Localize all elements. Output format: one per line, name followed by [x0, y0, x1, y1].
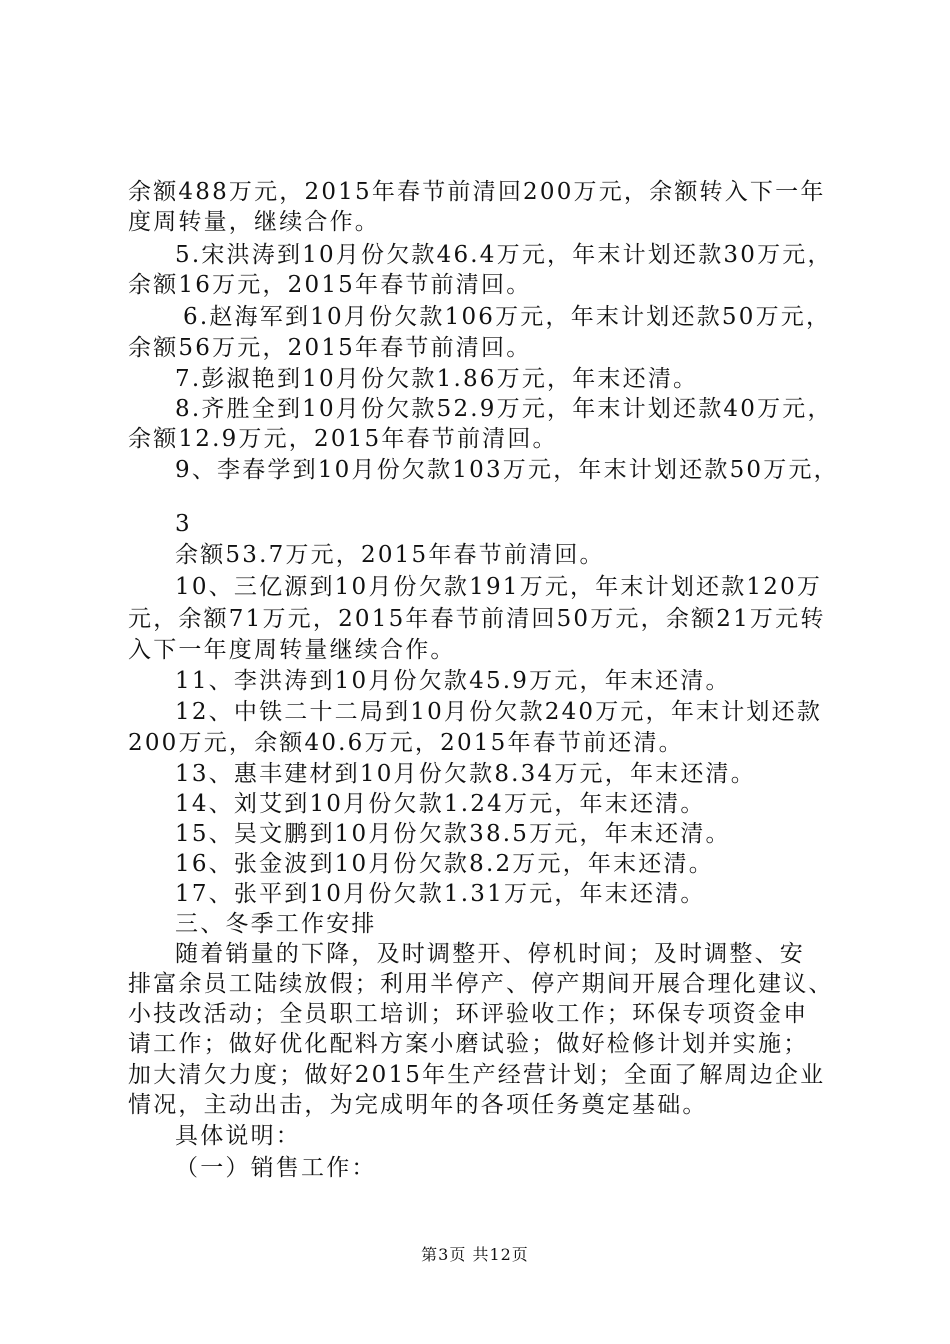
- subsection-heading: （一）销售工作：: [175, 1155, 377, 1181]
- list-item: 7.彭淑艳到10月份欠款1.86万元，年末还清。: [175, 366, 699, 392]
- text-line: 余额12.9万元，2015年春节前清回。: [128, 426, 558, 452]
- text-line: 具体说明：: [175, 1123, 301, 1149]
- text-line: 200万元，余额40.6万元，2015年春节前还清。: [128, 730, 684, 756]
- text-line: 请工作；做好优化配料方案小磨试验；做好检修计划并实施；: [128, 1031, 809, 1057]
- page-footer: 第3页 共12页: [421, 1245, 529, 1264]
- list-item: 5.宋洪涛到10月份欠款46.4万元，年末计划还款30万元，: [175, 242, 833, 268]
- list-item: 17、张平到10月份欠款1.31万元，年末还清。: [175, 881, 706, 907]
- list-item: 8.齐胜全到10月份欠款52.9万元，年末计划还款40万元，: [175, 396, 833, 422]
- text-line: 随着销量的下降，及时调整开、停机时间；及时调整、安: [175, 941, 805, 967]
- list-item: 13、惠丰建材到10月份欠款8.34万元，年末还清。: [175, 761, 756, 787]
- text-line: 余额56万元，2015年春节前清回。: [128, 335, 532, 361]
- text-line: 元，余额71万元，2015年春节前清回50万元，余额21万元转: [128, 606, 826, 632]
- text-line: 情况，主动出击，为完成明年的各项任务奠定基础。: [128, 1092, 708, 1118]
- inline-page-number: 3: [175, 511, 190, 537]
- text-line: 余额53.7万元，2015年春节前清回。: [175, 542, 605, 568]
- list-item: 6.赵海军到10月份欠款106万元，年末计划还款50万元，: [183, 304, 832, 330]
- list-item: 9、李春学到10月份欠款103万元，年末计划还款50万元，: [175, 457, 839, 483]
- text-line: 小技改活动；全员职工培训；环评验收工作；环保专项资金申: [128, 1001, 809, 1027]
- list-item: 15、吴文鹏到10月份欠款38.5万元，年末还清。: [175, 821, 731, 847]
- list-item: 12、中铁二十二局到10月份欠款240万元，年末计划还款: [175, 699, 823, 725]
- section-heading: 三、冬季工作安排: [175, 911, 377, 937]
- list-item: 16、张金波到10月份欠款8.2万元，年末还清。: [175, 851, 714, 877]
- text-line: 余额16万元，2015年春节前清回。: [128, 272, 532, 298]
- list-item: 14、刘艾到10月份欠款1.24万元，年末还清。: [175, 791, 706, 817]
- list-item: 11、李洪涛到10月份欠款45.9万元，年末还清。: [175, 668, 731, 694]
- text-line: 加大清欠力度；做好2015年生产经营计划；全面了解周边企业: [128, 1062, 826, 1088]
- list-item: 10、三亿源到10月份欠款191万元，年末计划还款120万: [175, 574, 823, 600]
- text-line: 度周转量，继续合作。: [128, 209, 380, 235]
- text-line: 余额488万元，2015年春节前清回200万元，余额转入下一年: [128, 179, 826, 205]
- text-line: 排富余员工陆续放假；利用半停产、停产期间开展合理化建议、: [128, 971, 834, 997]
- text-line: 入下一年度周转量继续合作。: [128, 637, 456, 663]
